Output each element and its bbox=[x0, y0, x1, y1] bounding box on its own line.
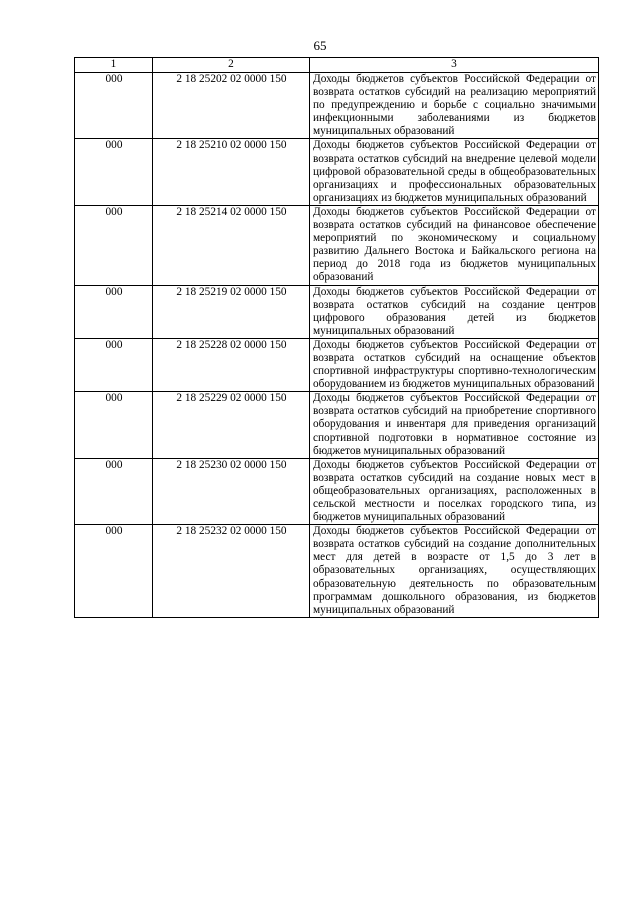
budget-code-cell: 2 18 25229 02 0000 150 bbox=[153, 392, 310, 458]
column-header-2: 2 bbox=[153, 58, 310, 73]
description-cell: Доходы бюджетов субъектов Российской Федерации от возврата остатков субсидий на создание центров цифрового образования детей из бюджетов муниципальных образований bbox=[310, 285, 599, 338]
table-row bbox=[75, 338, 599, 391]
table-row bbox=[75, 139, 599, 205]
table-row bbox=[75, 205, 599, 285]
budget-code-cell: 2 18 25219 02 0000 150 bbox=[153, 285, 310, 338]
budget-code-cell: 2 18 25202 02 0000 150 bbox=[153, 73, 310, 139]
budget-code-cell: 2 18 25214 02 0000 150 bbox=[153, 205, 310, 285]
budget-code-cell: 2 18 25230 02 0000 150 bbox=[153, 458, 310, 524]
admin-code-cell: 000 bbox=[75, 525, 153, 618]
admin-code-cell: 000 bbox=[75, 458, 153, 524]
revenue-code-table bbox=[74, 57, 599, 618]
description-cell: Доходы бюджетов субъектов Российской Федерации от возврата остатков субсидий на реализацию мероприятий по предупреждению и борьбе с социально значимыми инфекционными заболеваниями из бюджетов муниципальных образований bbox=[310, 73, 599, 139]
description-cell: Доходы бюджетов субъектов Российской Федерации от возврата остатков субсидий на создание дополнительных мест для детей в возрасте от 1,5 до 3 лет в образовательных организациях, осуществляющих образовательную деятельность по образовательным программам дошкольного образования, из бюджетов муниципальных образований bbox=[310, 525, 599, 618]
budget-code-cell: 2 18 25210 02 0000 150 bbox=[153, 139, 310, 205]
table-row bbox=[75, 525, 599, 618]
table-row bbox=[75, 392, 599, 458]
admin-code-cell: 000 bbox=[75, 205, 153, 285]
description-cell: Доходы бюджетов субъектов Российской Федерации от возврата остатков субсидий на оснащение объектов спортивной инфраструктуры спортивно-технологическим оборудованием из бюджетов муниципальных образований bbox=[310, 338, 599, 391]
description-cell: Доходы бюджетов субъектов Российской Федерации от возврата остатков субсидий на создание новых мест в общеобразовательных организациях, расположенных в сельской местности и поселках городского типа, из бюджетов муниципальных образований bbox=[310, 458, 599, 524]
table-row bbox=[75, 458, 599, 524]
budget-code-cell: 2 18 25228 02 0000 150 bbox=[153, 338, 310, 391]
admin-code-cell: 000 bbox=[75, 338, 153, 391]
page-number: 65 bbox=[313, 38, 327, 53]
budget-code-cell: 2 18 25232 02 0000 150 bbox=[153, 525, 310, 618]
description-cell: Доходы бюджетов субъектов Российской Федерации от возврата остатков субсидий на финансовое обеспечение мероприятий по экономическому и социальному развитию Дальнего Востока и Байкальского региона на период до 2018 года из бюджетов муниципальных образований bbox=[310, 205, 599, 285]
description-cell: Доходы бюджетов субъектов Российской Федерации от возврата остатков субсидий на приобретение спортивного оборудования и инвентаря для приведения организаций спортивной подготовки в нормативное состояние из бюджетов муниципальных образований bbox=[310, 392, 599, 458]
table-row bbox=[75, 285, 599, 338]
admin-code-cell: 000 bbox=[75, 392, 153, 458]
admin-code-cell: 000 bbox=[75, 139, 153, 205]
column-header-1: 1 bbox=[75, 58, 153, 73]
table-row bbox=[75, 73, 599, 139]
column-header-3: 3 bbox=[310, 58, 599, 73]
table-header-row bbox=[75, 58, 599, 73]
admin-code-cell: 000 bbox=[75, 73, 153, 139]
description-cell: Доходы бюджетов субъектов Российской Федерации от возврата остатков субсидий на внедрение целевой модели цифровой образовательной среды в общеобразовательных организациях и профессиональных образовательных организациях из бюджетов муниципальных образований bbox=[310, 139, 599, 205]
admin-code-cell: 000 bbox=[75, 285, 153, 338]
